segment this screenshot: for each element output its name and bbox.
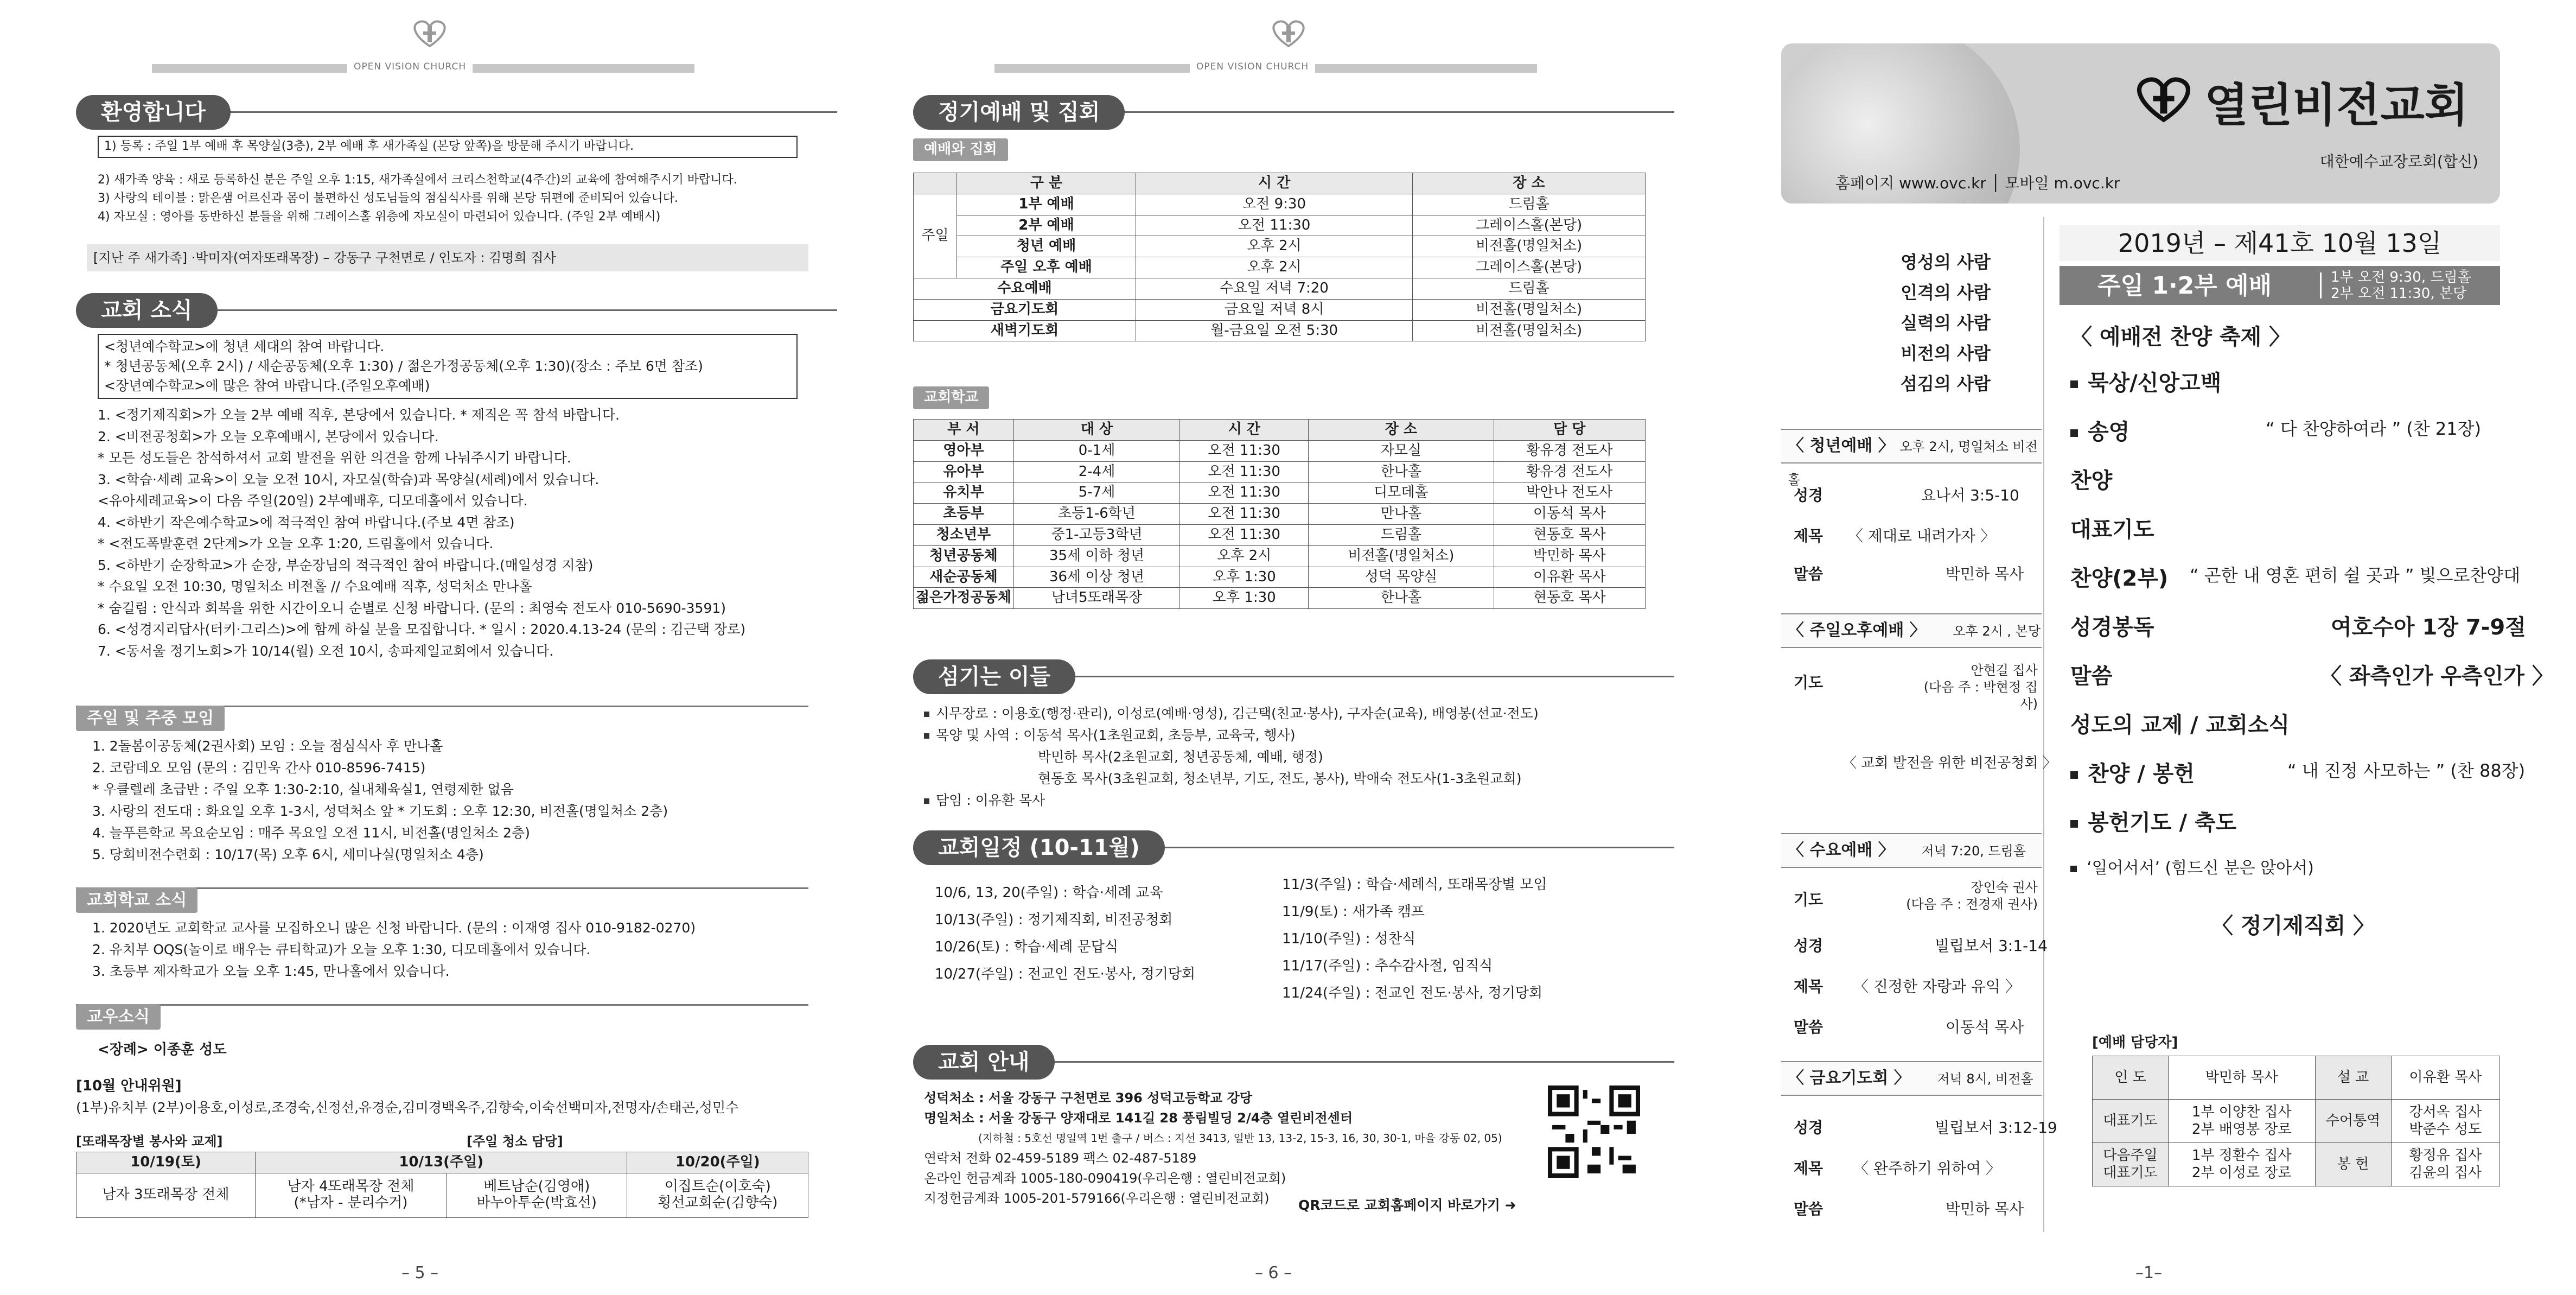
meet-heading: 주일 및 주중 모임 <box>76 706 225 731</box>
qr-code[interactable] <box>1548 1085 1640 1178</box>
brand-caption: OPEN VISION CHURCH <box>1190 61 1315 73</box>
church-logo-top <box>321 16 538 49</box>
guide-heading-row <box>913 1045 1674 1077</box>
page-number: –1– <box>2135 1264 2163 1283</box>
afternoon-heading: 〈 주일오후예배 〉 오후 2시 , 본당 <box>1781 613 2042 648</box>
duty-table: 인 도 박민하 목사 설 교 이유환 목사 대표기도 1부 이양찬 집사 2부 배영봉 장로 수어통역 강서옥 집사 박준수 성도 다음주일 대표기도 1부 정환수 집사 2부 이성로 장로 봉 헌 황정유 집사 김윤의 집사 <box>2092 1056 2500 1186</box>
serve-list: 시무장로 : 이용호(행정·관리), 이성로(예배·영성), 김근택(친교·봉사), 구자순(교육), 배영봉(선교·전도) 목양 및 사역 : 이동석 목사(1초원교회, 초등부, 교육국, 행사) 박민하 목사(2초원교회, 청년공동체, 예배, 행정) 현동호 목사(3초원교회, 청소년부, 기도, 전도, 봉사), 박애숙 전도사(1-3초원교회) 담임 : 이유환 목사 <box>924 703 1539 811</box>
order-item: 대표기도 <box>2070 517 2154 542</box>
church-name: 열린비전교회 <box>2204 79 2469 132</box>
duty-title: [예배 담당자] <box>2092 1034 2178 1051</box>
worship-table: 구 분 시 간 장 소 주일 1부 예배 오전 9:30 드림홀 2부 예배 오전 11:30 그레이스홀(본당) 청년 예배 오후 2시 비전홀(명일처소) 주일 오후 예배 오후 2시 그레이스홀(본당) 수요예배 수요일 저녁 7:20 드림홀 금요기도회 금요일 저녁 8시 비전홀(명일처소) 새벽기도회 월-금요일 오전 5:30 비전홀(명일처소) <box>913 173 1646 341</box>
clean-title: [주일 청소 담당] <box>467 1134 563 1149</box>
welcome-heading-row <box>76 95 837 128</box>
guide-heading: 교회 안내 <box>913 1045 1055 1080</box>
issue-date: 2019년 – 제41호 10월 13일 <box>2059 225 2500 261</box>
page-number: – 5 – <box>401 1264 439 1283</box>
committee-list: (1부)유치부 (2부)이용호,이성로,조경숙,신정선,유경순,김미경백옥주,김향숙,이숙선백미자,전명자/손태곤,성민수 <box>76 1100 739 1115</box>
order-item: 말씀 〈 좌측인가 우측인가 〉 <box>2070 664 2554 689</box>
qr-caption[interactable]: QR코드로 교회홈페이지 바로가기 ➜ <box>1298 1197 1516 1213</box>
saints-heading: 교우소식 <box>76 1004 161 1030</box>
news-box: <청년예수학교>에 청년 세대의 참여 바랍니다. * 청년공동체(오후 2시) / 새순공동체(오후 1:30) / 젊은가정공동체(오후 1:30)(장소 : 주보 6면 참조) <장년예수학교>에 많은 참여 바랍니다.(주일오후예배) <box>98 334 798 399</box>
friday-heading: 〈 금요기도회 〉 저녁 8시, 비전홀 <box>1781 1061 2042 1096</box>
order-item: 찬양(2부) “ 곤한 내 영혼 편히 쉴 곳과 ” 빛으로찬양대 <box>2070 565 2521 591</box>
church-logo-top <box>1180 16 1397 49</box>
youth-heading: 〈 청년예배 〉 오후 2시, 명일처소 비전홀 <box>1781 429 2042 464</box>
welcome-register: 1) 등록 : 주일 1부 예배 후 목양실(3층), 2부 예배 후 새가족실 (본당 앞쪽)을 방문해 주시기 바랍니다. <box>98 136 798 158</box>
page-6 <box>859 0 1718 1295</box>
serve-heading-row <box>913 659 1674 692</box>
committee-title: [10월 안내위원] <box>76 1078 182 1094</box>
church-logo-icon <box>408 16 451 49</box>
serve-table: 10/19(토) 10/13(주일) 10/20(주일) 남자 3또래목장 전체 남자 4또래목장 전체 (*남자 - 분리수거) 베트남순(김영애) 바누아투순(박효선) 이집트순(이호숙) 횡선교회순(김향숙) <box>76 1152 808 1218</box>
brand-caption: OPEN VISION CHURCH <box>347 61 473 73</box>
church-values: 영성의 사람 인격의 사람 실력의 사람 비전의 사람 섬김의 사람 <box>1901 252 1991 394</box>
stand-note: ‘일어서서’ (힘드신 분은 앉아서) <box>2070 858 2314 879</box>
church-logo-icon <box>1267 16 1310 49</box>
school-heading: 교회학교 소식 <box>76 887 197 913</box>
church-logo-icon <box>2128 71 2199 125</box>
service-title: 주일 1·2부 예배 <box>2097 272 2272 300</box>
news-heading-row <box>76 293 837 326</box>
service-bar <box>2059 266 2500 305</box>
order-item: 묵상/신앙고백 <box>2070 369 2221 397</box>
schedule-november: 11/3(주일) : 학습·세례식, 또래목장별 모임 11/9(토) : 새가족 캠프 11/10(주일) : 성찬식 11/17(주일) : 추수감사절, 임직식 11/24(주일) : 전교인 전도·봉사, 정기당회 <box>1282 877 1547 1001</box>
order-item: 성도의 교제 / 교회소식 <box>2070 713 2290 738</box>
website[interactable]: 홈페이지 www.ovc.kr │ 모바일 m.ovc.kr <box>1835 174 2120 192</box>
serve-heading: 섬기는 이들 <box>913 659 1075 694</box>
worship-subheading: 예배와 집회 <box>913 138 1008 161</box>
meeting-title: 〈 정기제직회 〉 <box>2211 913 2375 938</box>
order-item: 송영 “ 다 찬양하여라 ” (찬 21장) <box>2070 418 2129 446</box>
page-5 <box>0 0 859 1295</box>
guide-list: 성덕처소 : 서울 강동구 구천면로 396 성덕고등학교 강당 명일처소 : 서울 강동구 양재대로 141길 28 풍림빌딩 2/4층 열린비전센터 (지하철 : 5호선 명일역 1번 출구 / 버스 : 지선 3413, 일반 13, 13-2, 15-3, 16, 30, 30-1, 마을 강동 02, 05) 연락처 전화 02-459-5189 팩스 02-487-5189 온라인 헌금계좌 1005-180-090419(우리은행 : 열린비전교회) 지정헌금계좌 1005-201-579166(우리은행 : 열린비전교회) <box>924 1090 1502 1206</box>
order-title: 〈 예배전 찬양 축제 〉 <box>2070 325 2291 350</box>
welcome-list: 2) 새가족 양육 : 새로 등록하신 분은 주일 오후 1:15, 새가족실에서 크리스천학교(4주간)의 교육에 참여해주시기 바랍니다. 3) 사랑의 테이블 : 맑은샘 어르신과 몸이 불편하신 성도님들의 점심식사를 위해 본당 뒤편에 준비되어 있습니다. 4) 자모실 : 영아를 동반하신 분들을 위해 그레이스홀 위층에 자모실이 마련되어 있습니다. (주일 2부 예배시) <box>98 173 737 224</box>
saints-rule <box>76 1004 808 1006</box>
schedule-october: 10/6, 13, 20(주일) : 학습·세례 교육 10/13(주일) : 정기제직회, 비전공청회 10/26(토) : 학습·세례 문답식 10/27(주일) : 전교인 전도·봉사, 정기당회 <box>935 885 1196 982</box>
news-list: 1. <정기제직회>가 오늘 2부 예배 직후, 본당에서 있습니다. * 제직은 꼭 참석 바랍니다. 2. <비전공청회>가 오늘 오후예배시, 본당에서 있습니다. * 모든 성도들은 참석하셔서 교회 발전을 위한 의견을 함께 나눠주시기 바랍니다. 3. <학습·세례 교육>이 오늘 오전 10시, 자모실(학습)과 목양실(세례)에서 있습니다. <유아세례교육>이 다음 주일(20일) 2부예배후, 디모데홀에서 있습니다. 4. <하반기 작은예수학교>에 적극적인 참여 바랍니다.(주보 4면 참조) * <전도폭발훈련 2단계>가 오늘 오후 1:20, 드림홀에서 있습니다. 5. <하반기 순장학교>가 순장, 부순장님의 적극적인 참여 바랍니다.(매일성경 지참) * 수요일 오전 10:30, 명일처소 비전홀 // 수요예배 직후, 성덕처소 만나홀 * 숨길림 : 안식과 회복을 위한 시간이오니 순별로 신청 바랍니다. (문의 : 최영숙 전도사 010-5690-3591) 6. <성경지리답사(터키·그리스)>에 함께 하실 분을 모집합니다. * 일시 : 2020.4.13-24 (문의 : 김근택 장로) 7. <동서울 정기노회>가 10/14(월) 오전 10시, 송파제일교회에서 있습니다. <box>98 407 746 659</box>
school-list: 1. 2020년도 교회학교 교사를 모집하오니 많은 신청 바랍니다. (문의 : 이재영 집사 010-9182-0270) 2. 유치부 OQS(놀이로 배우는 큐티학교)가 오늘 오후 1:30, 디모데홀에서 있습니다. 3. 초등부 제자학교가 오늘 오후 1:45, 만나홀에서 있습니다. <box>92 920 696 979</box>
schedule-heading: 교회일정 (10-11월) <box>913 830 1165 865</box>
saints-note: <장례> 이종훈 성도 <box>98 1042 227 1058</box>
cover-banner <box>1781 43 2500 204</box>
order-item: 성경봉독 여호수아 1장 7-9절 <box>2070 615 2526 640</box>
serve-title: [또래목장별 봉사와 교제] <box>76 1134 223 1149</box>
welcome-heading: 환영합니다 <box>76 95 231 130</box>
denomination: 대한예수교장로회(합신) <box>2319 153 2478 170</box>
new-family-note: [지난 주 새가족] ·박미자(여자또래목장) – 강동구 구천면로 / 인도자 : 김명희 집사 <box>87 244 808 271</box>
worship-heading: 정기예배 및 집회 <box>913 95 1125 130</box>
order-item: 찬양 / 봉헌 “ 내 진정 사모하는 ” (찬 88장) <box>2070 760 2195 788</box>
order-item: 찬양 <box>2070 468 2113 493</box>
school-subheading: 교회학교 <box>913 386 989 409</box>
wednesday-heading: 〈 수요예배 〉 저녁 7:20, 드림홀 <box>1781 833 2042 868</box>
schedule-heading-row <box>913 830 1674 863</box>
column-divider <box>2043 217 2044 1232</box>
service-time: 1부 오전 9:30, 드림홀 2부 오전 11:30, 본당 <box>2331 269 2471 302</box>
news-heading: 교회 소식 <box>76 293 218 328</box>
page-1: 열린비전교회 대한예수교장로회(합신) 홈페이지 www.ovc.kr │ 모바일 m.ovc.kr 영성의 사람 인격의 사람 실력의 사람 비전의 사람 섬김의 사람 2019년 – 제41호 10월 13일 주일 1·2부 예배 1부 오전 9:30, 드림홀 2부 오전 11:30, 본당 〈 예배전 찬양 축제 〉 묵상/신앙고백 송영 “ 다 찬양하여라 ” (찬 21장) 찬양 대표기도 찬양(2부) “ 곤한 내 영혼 편히 쉴 곳과 ” 빛으로찬양대 성경봉독 여호수아 1장 7-9절 말씀 〈 좌측인가 우측인가 〉 성도의 교제 / 교회소식 찬양 / 봉헌 “ 내 진정 사모하는 ” (찬 88장) 봉헌기도 / 축도 ‘일어서서’ (힘드신 분은 앉아서) 〈 정기제직회 〉 〈 청년예배 〉 오후 2시, 명일처소 비전홀 성경 요나서 3:5-10 제목 〈 제대로 내려가자 〉 말씀 박민하 목사 〈 주일오후예배 〉 오후 2시 , 본당 기도 안현길 집사 (다음 주 : 박현정 집사) 〈 교회 발전을 위한 비전공청회 〉 〈 수요예배 〉 저녁 7:20, 드림홀 기도 장인숙 권사 (다음 주 : 전경재 권사) 성경 빌립보서 3:1-14 제목 〈 진정한 자랑과 유익 〉 말씀 이동석 목사 〈 금요기도회 〉 저녁 8시, 비전홀 성경 빌립보서 3:12-19 제목 〈 완주하기 위하여 〉 말씀 박민하 목사 [예배 담당자] 인 도 박민하 목사 설 교 이유환 목사 대표기도 1부 이양찬 집사 2부 배영봉 장로 수어통역 강서옥 집사 박준수 성도 다음주일 대표기도 1부 정환수 집사 2부 이성로 장로 봉 헌 황정유 집사 김윤의 집사 –1– <box>1718 0 2576 1295</box>
worship-heading-row <box>913 95 1674 128</box>
meet-list: 1. 2돌봄이공동체(2권사회) 모임 : 오늘 점심식사 후 만나홀 2. 코람데오 모임 (문의 : 김민욱 간사 010-8596-7415) * 우클렐레 초급반 : 주일 오후 1:30-2:10, 실내체육실1, 연령제한 없음 3. 사랑의 전도대 : 화요일 오후 1-3시, 성덕처소 앞 * 기도회 : 오후 12:30, 비전홀(명일처소 2층) 4. 늘푸른학교 목요순모임 : 매주 목요일 오전 11시, 비전홀(명일처소 2층) 5. 당회비전수련회 : 10/17(목) 오후 6시, 세미나실(명일처소 4층) <box>92 738 668 862</box>
page-number: – 6 – <box>1255 1264 1292 1283</box>
order-item: 봉헌기도 / 축도 <box>2070 809 2236 837</box>
school-table: 부 서 대 상 시 간 장 소 담 당 영아부 0-1세 오전 11:30 자모실 황유경 전도사 유아부 2-4세 오전 11:30 한나홀 황유경 전도사 유치부 5-7세 오전 11:30 디모데홀 박안나 전도사 초등부 초등1-6학년 오전 11:30 만나홀 이동석 목사 청소년부 중1-고등3학년 오전 11:30 드림홀 현동호 목사 청년공동체 35세 이하 청년 오후 2시 비전홀(명일처소) 박민하 목사 새순공동체 36세 이상 청년 오후 1:30 성덕 목양실 이유환 목사 젊은가정공동체 남녀5또래목장 오후 1:30 한나홀 현동호 목사 <box>913 419 1646 609</box>
